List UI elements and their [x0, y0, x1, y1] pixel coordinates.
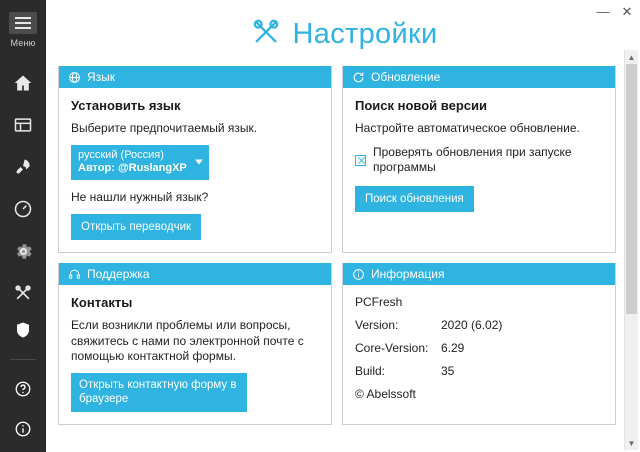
sidebar-item-help[interactable]	[10, 376, 36, 402]
language-select[interactable]	[71, 145, 209, 181]
sidebar-nav	[10, 70, 36, 306]
cards-grid	[58, 66, 616, 425]
card-info-header	[343, 263, 615, 285]
hamburger-icon[interactable]	[9, 12, 37, 34]
info-icon	[14, 420, 32, 438]
card-info-body	[343, 285, 615, 422]
open-translator-button[interactable]: Открыть переводчик	[71, 214, 201, 240]
language-select-value: русский (Россия)	[78, 148, 164, 161]
card-info	[342, 263, 616, 425]
table-row	[355, 364, 603, 378]
rocket-icon	[13, 157, 33, 177]
scroll-up-button[interactable]: ▲	[625, 50, 638, 64]
card-language-header	[59, 66, 331, 88]
update-on-startup-label: Проверять обновления при запуске программы	[373, 144, 572, 175]
main-content	[46, 0, 640, 452]
info-value: 6.29	[441, 341, 465, 356]
menu-label: Меню	[10, 38, 36, 48]
card-language-title: Язык	[87, 70, 116, 84]
sidebar-item-dashboard[interactable]	[10, 112, 36, 138]
language-description: Выберите предпочитаемый язык.	[71, 121, 258, 135]
vertical-scrollbar[interactable]	[624, 50, 638, 450]
info-icon	[351, 267, 365, 281]
sidebar-item-home[interactable]	[10, 70, 36, 96]
info-key: Core-Version:	[355, 341, 429, 356]
scrollbar-track[interactable]	[625, 64, 638, 436]
info-key: Build:	[355, 364, 386, 379]
close-button[interactable]: ✕	[621, 3, 633, 19]
home-icon	[13, 73, 33, 93]
cards-area	[58, 66, 616, 452]
language-select-author: Автор: @RuslangXP	[78, 162, 187, 175]
left-sidebar	[0, 0, 46, 452]
search-update-button[interactable]: Поиск обновления	[355, 186, 474, 212]
card-update-header	[343, 66, 615, 88]
card-update-body	[343, 88, 615, 224]
page-title: Настройки	[292, 17, 438, 50]
sidebar-item-info[interactable]	[10, 416, 36, 442]
tools-icon	[13, 283, 33, 303]
update-on-startup-checkbox[interactable]	[355, 155, 366, 166]
sidebar-item-shield[interactable]	[10, 317, 36, 343]
product-name: PCFresh	[355, 295, 403, 310]
window-controls	[596, 4, 634, 18]
shield-icon	[14, 321, 32, 339]
scroll-down-button[interactable]: ▼	[625, 436, 638, 450]
table-row	[355, 318, 603, 332]
card-support-header	[59, 263, 331, 285]
update-on-startup-row[interactable]	[355, 145, 603, 176]
refresh-icon	[351, 70, 365, 84]
card-update-title: Обновление	[371, 70, 441, 84]
open-contact-form-button[interactable]: Открыть контактную форму в браузере	[71, 373, 247, 412]
dashboard-icon	[13, 115, 33, 135]
support-icon	[67, 267, 81, 281]
update-description: Настройте автоматическое обновление.	[355, 121, 580, 135]
support-section-title: Контакты	[71, 295, 133, 311]
card-update	[342, 66, 616, 253]
language-not-found-text: Не нашли нужный язык?	[71, 190, 209, 205]
menu-toggle[interactable]	[9, 12, 37, 48]
copyright-text: © Abelssoft	[355, 387, 416, 402]
language-section-title: Установить язык	[71, 98, 181, 113]
speedometer-icon	[13, 199, 33, 219]
update-section-title: Поиск новой версии	[355, 98, 487, 113]
chevron-down-icon	[195, 160, 203, 165]
tools-icon	[249, 15, 283, 54]
info-value: 35	[441, 364, 455, 379]
card-support-body	[59, 285, 331, 424]
card-language-body	[59, 88, 331, 252]
support-description: Если возникли проблемы или вопросы, свяжитесь с нами по электронной почте с помощью контактной формы.	[71, 318, 304, 364]
page-header	[46, 0, 640, 62]
sidebar-bottom-nav	[10, 317, 36, 452]
globe-icon	[67, 70, 81, 84]
table-row	[355, 341, 603, 355]
sidebar-item-performance[interactable]	[10, 196, 36, 222]
gear-icon	[13, 241, 34, 262]
sidebar-item-settings[interactable]	[10, 238, 36, 264]
scrollbar-thumb[interactable]	[626, 64, 637, 314]
card-support-title: Поддержка	[87, 267, 150, 282]
card-info-title: Информация	[371, 267, 445, 282]
card-language	[58, 66, 332, 253]
card-support	[58, 263, 332, 425]
sidebar-divider	[10, 359, 36, 360]
sidebar-item-boost[interactable]	[10, 154, 36, 180]
info-key: Version:	[355, 318, 399, 333]
info-value: 2020 (6.02)	[441, 318, 503, 333]
question-icon	[14, 380, 32, 398]
sidebar-item-tools[interactable]	[10, 280, 36, 306]
minimize-button[interactable]: —	[596, 3, 610, 19]
